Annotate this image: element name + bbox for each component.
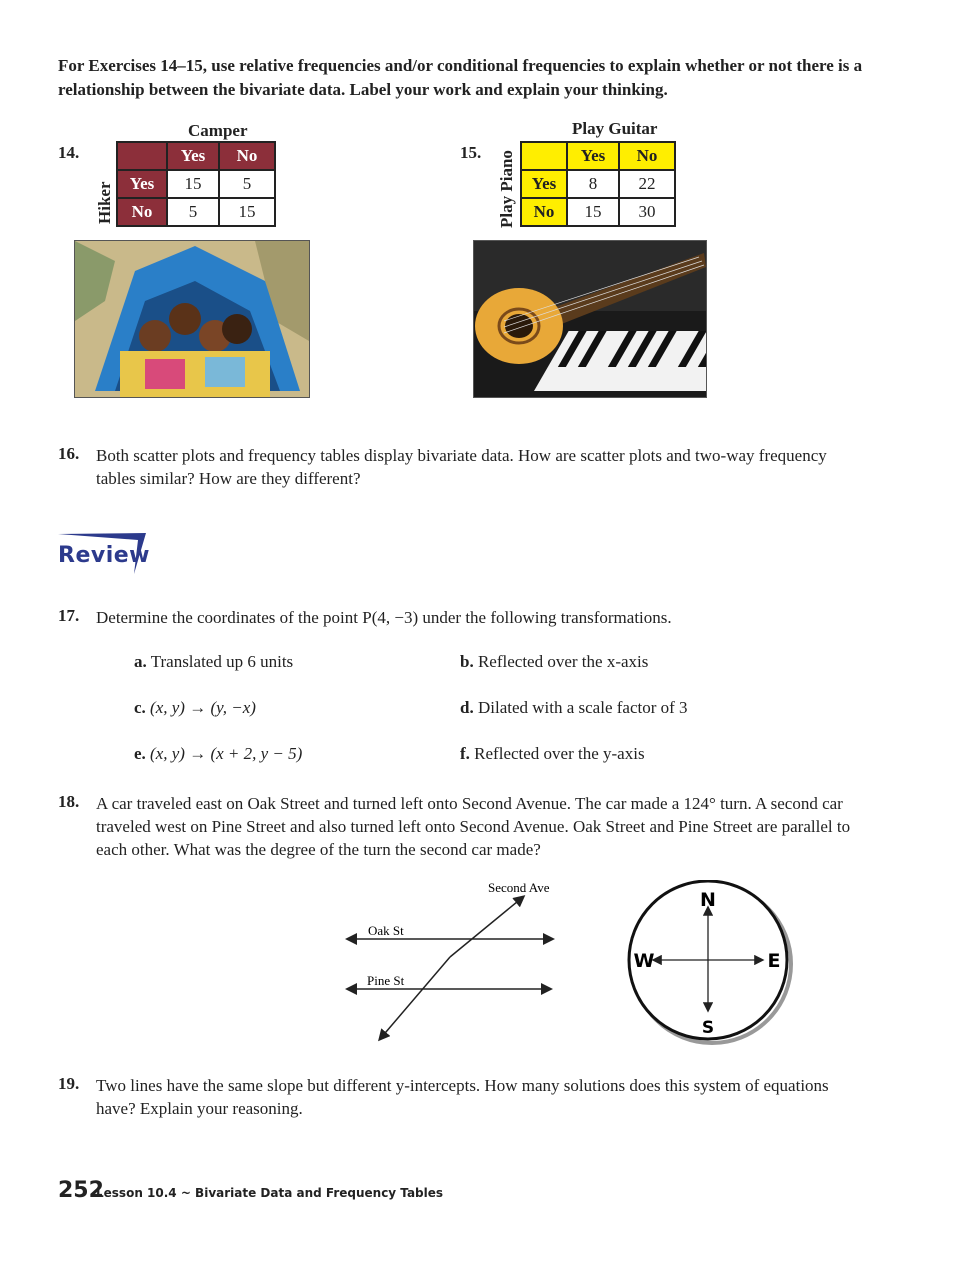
part-letter: b.: [460, 652, 474, 671]
table-cell: 8: [567, 170, 619, 198]
second-ave-label: Second Ave: [488, 880, 550, 895]
pine-st-label: Pine St: [367, 973, 405, 988]
ex14-row-title: Hiker: [95, 181, 114, 224]
ex15-row-title: Play Piano: [497, 150, 516, 228]
q17-part-d: [460, 698, 688, 718]
q17-part-f: [460, 744, 645, 764]
table-cell: 15: [567, 198, 619, 226]
compass-e-label: E: [767, 950, 781, 972]
q17-part-b: [460, 652, 648, 672]
oak-st-label: Oak St: [368, 923, 404, 938]
question-16-number: 16.: [58, 444, 80, 463]
second-ave-line-ne: [450, 897, 523, 957]
guitar-piano-photo: [473, 240, 707, 398]
table-cell: 15: [167, 170, 219, 198]
table-cell: 30: [619, 198, 675, 226]
ex15-col-title: Play Guitar: [572, 119, 658, 138]
ex15-frequency-table: [520, 141, 676, 227]
exercise-15-number: 15.: [460, 143, 482, 162]
part-letter: d.: [460, 698, 474, 717]
table-cell: 5: [167, 198, 219, 226]
question-17-number: 17.: [58, 606, 80, 625]
col-header: Yes: [167, 142, 219, 170]
q17-part-a: [134, 652, 293, 672]
col-header: Yes: [567, 142, 619, 170]
row-header: Yes: [521, 170, 567, 198]
part-text: (x, y) → (x + 2, y − 5): [150, 744, 303, 763]
part-text: (x, y) → (y, −x): [150, 698, 256, 717]
question-16-text: Both scatter plots and frequency tables display bivariate data. How are scatter plots and two-way frequency tables similar? How are they different?: [96, 446, 827, 488]
table-corner: [117, 142, 167, 170]
part-text: Dilated with a scale factor of 3: [477, 698, 688, 717]
lesson-title: Lesson 10.4 ~ Bivariate Data and Frequency Tables: [96, 1186, 444, 1200]
table-corner: [521, 142, 567, 170]
part-text: Translated up 6 units: [150, 652, 294, 671]
col-header: No: [619, 142, 675, 170]
row-header: No: [117, 198, 167, 226]
part-letter: a.: [134, 652, 147, 671]
second-ave-line-sw: [380, 957, 450, 1039]
compass-w-label: W: [633, 950, 655, 972]
exercise-14-number: 14.: [58, 143, 80, 162]
question-18-number: 18.: [58, 792, 80, 811]
page-number: 252: [58, 1178, 104, 1203]
q17-part-e: [134, 744, 302, 764]
q17-part-c: [134, 698, 256, 718]
question-19-number: 19.: [58, 1074, 80, 1093]
question-18-text: A car traveled east on Oak Street and turned left onto Second Avenue. The car made a 124° turn. A second car traveled west on Pine Street and also turned left onto Second Avenue. Oak Street and Pine Street are parallel to each other. What was the degree of the turn the second car made?: [96, 794, 851, 859]
exercise-instructions: For Exercises 14–15, use relative frequencies and/or conditional frequencies to explain whether or not there is a relationship between the bivariate data. Label your work and explain your thinking.: [58, 56, 863, 99]
row-header: No: [521, 198, 567, 226]
part-letter: f.: [460, 744, 470, 763]
review-swoosh-icon: [56, 530, 151, 578]
part-text: Reflected over the y-axis: [474, 744, 645, 763]
review-heading: Review: [58, 543, 150, 568]
col-header: No: [219, 142, 275, 170]
part-letter: c.: [134, 698, 146, 717]
part-text: Reflected over the x-axis: [477, 652, 649, 671]
row-header: Yes: [117, 170, 167, 198]
part-letter: e.: [134, 744, 146, 763]
question-17-text: Determine the coordinates of the point P(4, −3) under the following transformations.: [96, 608, 672, 627]
table-cell: 15: [219, 198, 275, 226]
ex14-col-title: Camper: [188, 121, 248, 140]
street-diagram: [340, 875, 580, 1045]
compass-n-label: N: [700, 889, 716, 911]
question-19-text: Two lines have the same slope but different y-intercepts. How many solutions does this system of equations have? Explain your reasoning.: [96, 1076, 829, 1118]
table-cell: 22: [619, 170, 675, 198]
compass-icon: [624, 880, 794, 1050]
compass-s-label: S: [701, 1018, 715, 1038]
ex14-frequency-table: [116, 141, 276, 227]
table-cell: 5: [219, 170, 275, 198]
family-camping-photo: [74, 240, 310, 398]
